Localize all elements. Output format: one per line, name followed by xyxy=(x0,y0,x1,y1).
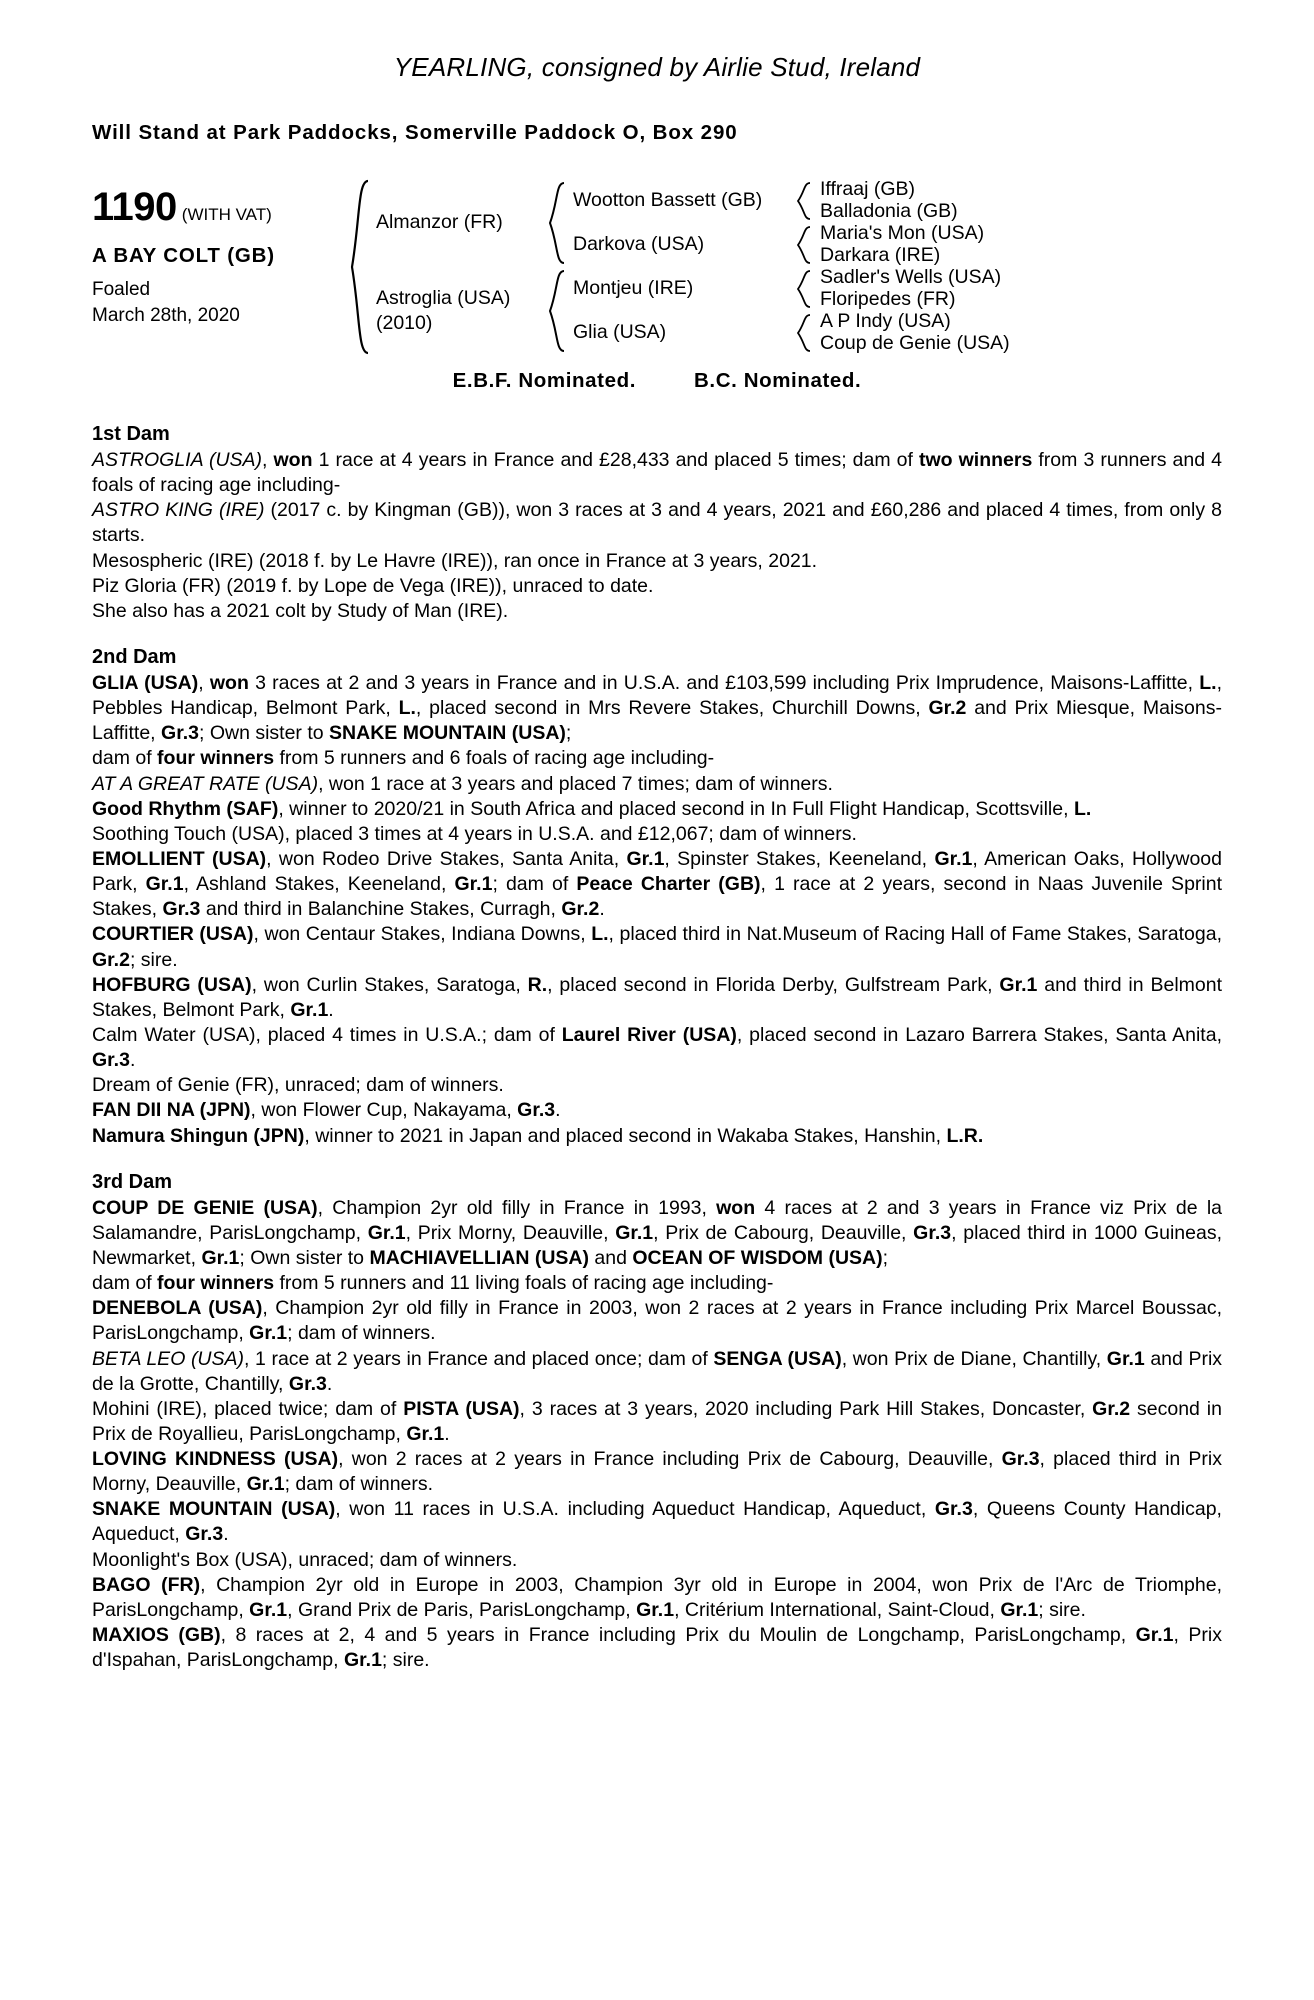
third-dam-line: SNAKE MOUNTAIN (USA), won 11 races in U.S.A. including Aqueduct Handicap, Aqueduct, Gr.3, Queens County Handicap, Aqueduct, Gr.3. xyxy=(92,1498,1222,1546)
second-dam-line: Dream of Genie (FR), unraced; dam of winners. xyxy=(92,1074,504,1097)
second-dam-line: GLIA (USA), won 3 races at 2 and 3 years in France and in U.S.A. and £103,599 including Prix Imprudence, Maisons-Laffitte, L., Pebbles Handicap, Belmont Park, L., placed second in Mrs Revere Stakes, Churchill Downs, Gr.2 and Prix Miesque, Maisons-Laffitte, Gr.3; Own sister to SNAKE MOUNTAIN (USA); xyxy=(92,671,1222,745)
generation-2 xyxy=(567,179,792,355)
sire-sire-cell: Wootton Bassett (GB) xyxy=(573,189,763,212)
stand-at-line: Will Stand at Park Paddocks, Somerville Paddock O, Box 290 xyxy=(92,121,738,144)
first-dam-line: Mesospheric (IRE) (2018 f. by Le Havre (IRE)), ran once in France at 3 years, 2021. xyxy=(92,549,818,572)
second-dam-line: AT A GREAT RATE (USA), won 1 race at 3 years and placed 7 times; dam of winners. xyxy=(92,772,833,795)
third-dam-line: Mohini (IRE), placed twice; dam of PISTA (USA), 3 races at 3 years, 2020 including Park Hill Stakes, Doncaster, Gr.2 second in Prix de Royallieu, ParisLongchamp, Gr.1. xyxy=(92,1397,1222,1445)
third-dam-line: dam of four winners from 5 runners and 11 living foals of racing age including- xyxy=(92,1272,774,1295)
second-dam-line: HOFBURG (USA), won Curlin Stakes, Saratoga, R., placed second in Florida Derby, Gulfstream Park, Gr.1 and third in Belmont Stakes, Belmont Park, Gr.1. xyxy=(92,973,1222,1021)
second-dam-section xyxy=(92,646,1222,1149)
third-dam-line: BETA LEO (USA), 1 race at 2 years in France and placed once; dam of SENGA (USA), won Prix de Diane, Chantilly, Gr.1 and Prix de la Grotte, Chantilly, Gr.3. xyxy=(92,1347,1223,1395)
g3-cell: Coup de Genie (USA) xyxy=(820,332,1010,355)
lot-number: 1190 xyxy=(92,185,177,229)
second-dam-line: Namura Shingun (JPN), winner to 2021 in Japan and placed second in Wakaba Stakes, Hanshin, L.R. xyxy=(92,1124,984,1147)
generation-1 xyxy=(370,179,545,355)
first-dam-section xyxy=(92,423,1222,624)
sire-dam-cell: Darkova (USA) xyxy=(573,233,705,256)
g3-cell: Sadler's Wells (USA) xyxy=(820,266,1002,289)
dam-cell xyxy=(370,270,545,352)
generation-3 xyxy=(814,179,1074,355)
second-dam-line: COURTIER (USA), won Centaur Stakes, Indiana Downs, L., placed third in Nat.Museum of Racing Hall of Fame Stakes, Saratoga, Gr.2; sire. xyxy=(92,923,1222,971)
dam-name: Astroglia (USA) xyxy=(376,286,511,309)
first-dam-line: ASTRO KING (IRE) (2017 c. by Kingman (GB)), won 3 races at 3 and 4 years, 2021 and £60,286 and placed 4 times, from only 8 starts. xyxy=(92,499,1222,547)
second-dam-line: Calm Water (USA), placed 4 times in U.S.A.; dam of Laurel River (USA), placed second in Lazaro Barrera Stakes, Santa Anita, Gr.3. xyxy=(92,1023,1222,1072)
colt-description: A BAY COLT (GB) xyxy=(92,244,275,267)
second-dam-line: EMOLLIENT (USA), won Rodeo Drive Stakes, Santa Anita, Gr.1, Spinster Stakes, Keeneland, Gr.1, American Oaks, Hollywood Park, Gr.1, Ashland Stakes, Keeneland, Gr.1; dam of Peace Charter (GB), 1 race at 2 years, second in Naas Juvenile Sprint Stakes, Gr.3 and third in Balanchine Stakes, Curragh, Gr.2. xyxy=(92,847,1222,921)
g3-cell: Floripedes (FR) xyxy=(820,288,956,311)
g3-cell: Darkara (IRE) xyxy=(820,244,941,267)
foaled-label: Foaled xyxy=(92,279,151,300)
second-dam-heading: 2nd Dam xyxy=(92,645,177,668)
lot-vat-note: (WITH VAT) xyxy=(181,205,272,224)
bc-nominated: B.C. Nominated. xyxy=(694,369,862,392)
nomination-line xyxy=(92,369,1222,393)
brace-gen3 xyxy=(792,179,814,355)
third-dam-line: LOVING KINDNESS (USA), won 2 races at 2 years in France including Prix de Cabourg, Deauville, Gr.3, placed third in Prix Morny, Deauville, Gr.1; dam of winners. xyxy=(92,1448,1222,1496)
ebf-nominated: E.B.F. Nominated. xyxy=(452,369,636,392)
brace-gen2 xyxy=(545,179,567,355)
pedigree-tree xyxy=(348,179,1222,355)
first-dam-line: Piz Gloria (FR) (2019 f. by Lope de Vega (IRE)), unraced to date. xyxy=(92,574,654,597)
third-dam-section xyxy=(92,1171,1222,1674)
first-dam-line: ASTROGLIA (USA), won 1 race at 4 years in France and £28,433 and placed 5 times; dam of two winners from 3 runners and 4 foals of racing age including- xyxy=(92,449,1222,497)
consignor-line: YEARLING, consigned by Airlie Stud, Ireland xyxy=(393,52,921,82)
sire-name: Almanzor (FR) xyxy=(376,211,503,234)
g3-cell: Maria's Mon (USA) xyxy=(820,222,985,245)
third-dam-line: MAXIOS (GB), 8 races at 2, 4 and 5 years in France including Prix du Moulin de Longchamp, ParisLongchamp, Gr.1, Prix d'Ispahan, ParisLongchamp, Gr.1; sire. xyxy=(92,1624,1222,1672)
third-dam-line: Moonlight's Box (USA), unraced; dam of winners. xyxy=(92,1548,518,1571)
dam-year: (2010) xyxy=(376,312,433,334)
third-dam-line: COUP DE GENIE (USA), Champion 2yr old filly in France in 1993, won 4 races at 2 and 3 years in France viz Prix de la Salamandre, ParisLongchamp, Gr.1, Prix Morny, Deauville, Gr.1, Prix de Cabourg, Deauville, Gr.3, placed third in 1000 Guineas, Newmarket, Gr.1; Own sister to MACHIAVELLIAN (USA) and OCEAN OF WISDOM (USA); xyxy=(92,1196,1223,1269)
first-dam-heading: 1st Dam xyxy=(92,423,170,445)
dam-dam-cell: Glia (USA) xyxy=(573,321,667,344)
third-dam-line: BAGO (FR), Champion 2yr old in Europe in 2003, Champion 3yr old in Europe in 2004, won Prix de l'Arc de Triomphe, ParisLongchamp, Gr.1, Grand Prix de Paris, ParisLongchamp, Gr.1, Critérium International, Saint-Cloud, Gr.1; sire. xyxy=(92,1573,1222,1621)
brace-outer xyxy=(348,179,370,355)
second-dam-line: Soothing Touch (USA), placed 3 times at 4 years in U.S.A. and £12,067; dam of winners. xyxy=(92,822,857,845)
g3-cell: Balladonia (GB) xyxy=(820,200,958,223)
second-dam-line: FAN DII NA (JPN), won Flower Cup, Nakayama, Gr.3. xyxy=(92,1099,561,1122)
second-dam-line: dam of four winners from 5 runners and 6 foals of racing age including- xyxy=(92,747,715,770)
g3-cell: A P Indy (USA) xyxy=(820,310,951,333)
lot-summary xyxy=(92,179,348,328)
pedigree-block xyxy=(92,179,1222,355)
third-dam-heading: 3rd Dam xyxy=(92,1170,173,1193)
foaled-date: March 28th, 2020 xyxy=(92,304,240,326)
first-dam-line: She also has a 2021 colt by Study of Man (IRE). xyxy=(92,599,509,622)
g3-cell: Iffraaj (GB) xyxy=(820,178,915,201)
lot-number-line xyxy=(92,185,348,230)
third-dam-line: DENEBOLA (USA), Champion 2yr old filly in France in 2003, won 2 races at 2 years in France including Prix Marcel Boussac, ParisLongchamp, Gr.1; dam of winners. xyxy=(92,1297,1222,1345)
dam-sire-cell: Montjeu (IRE) xyxy=(573,277,694,300)
second-dam-line: Good Rhythm (SAF), winner to 2020/21 in South Africa and placed second in In Full Flight Handicap, Scottsville, L. xyxy=(92,797,1092,820)
sire-cell xyxy=(370,182,545,264)
